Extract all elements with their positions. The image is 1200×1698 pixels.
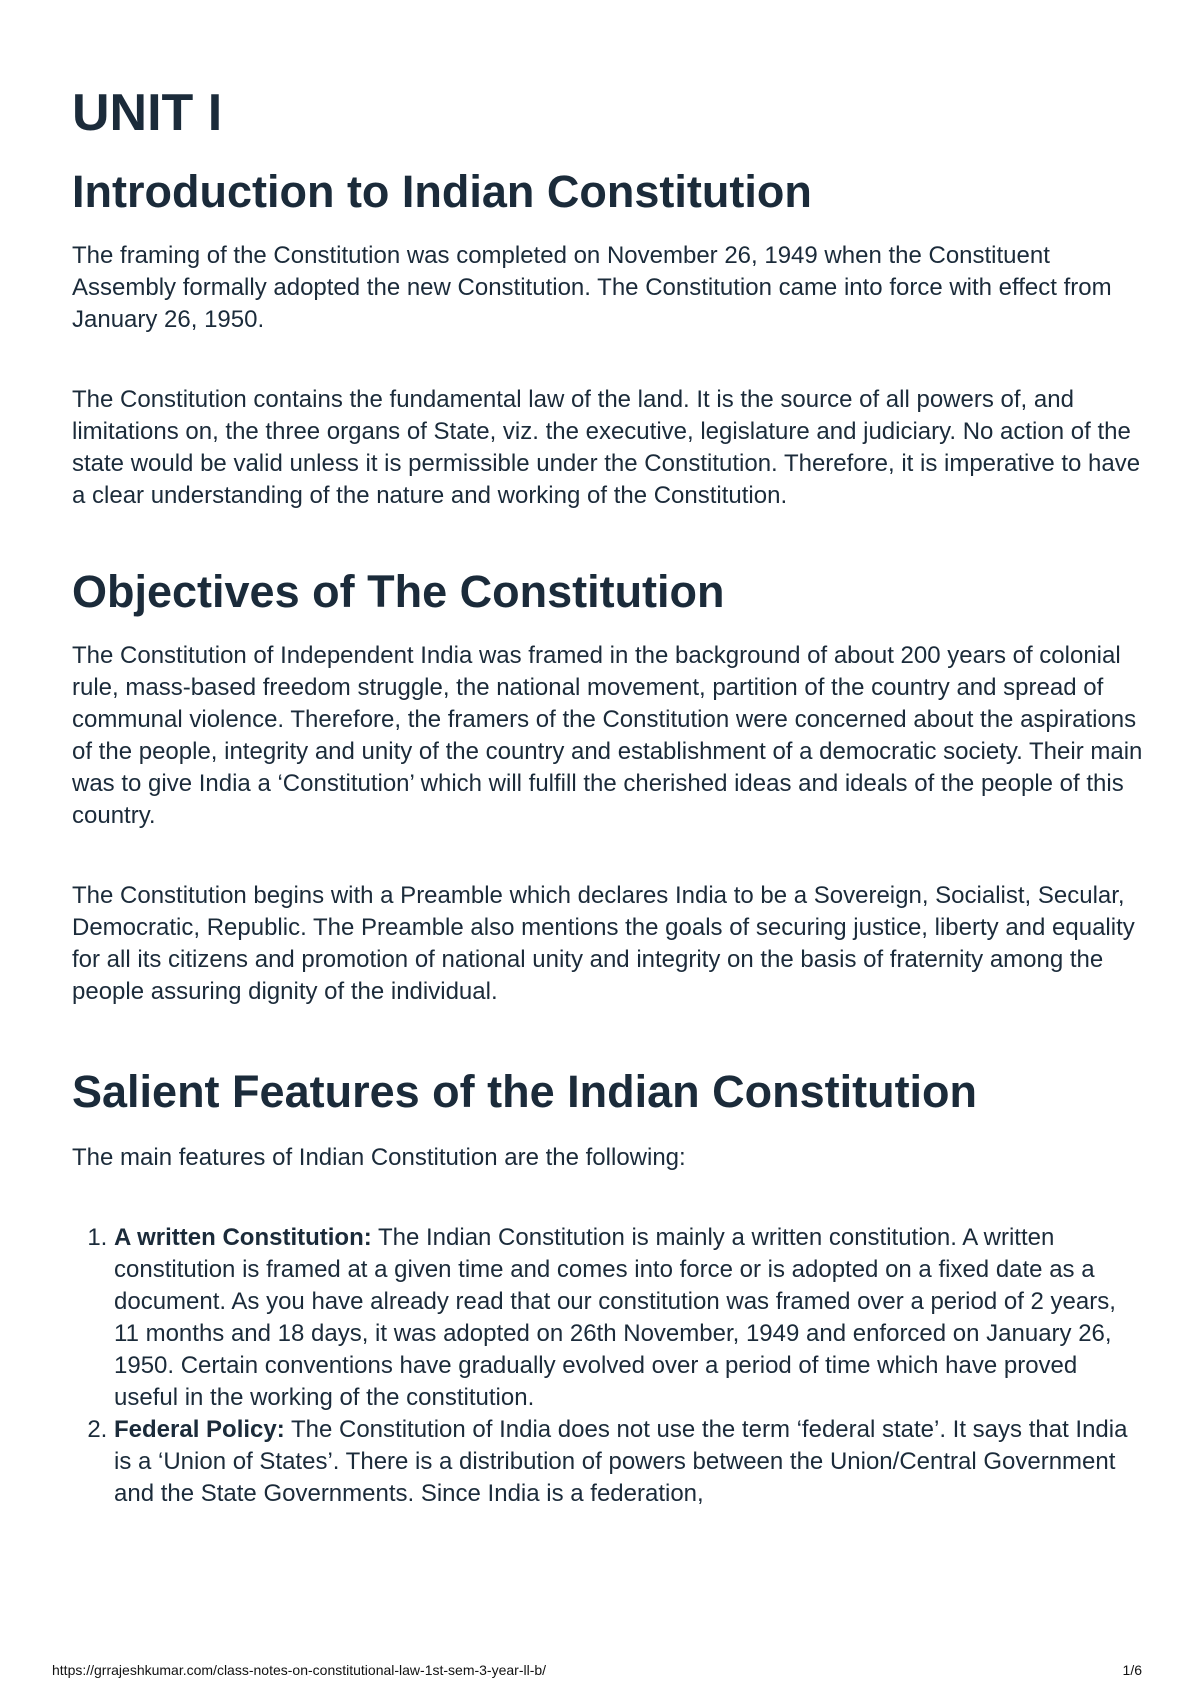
list-item-text: The Constitution of India does not use the term ‘federal state’. It says that India is a ‘Union of States’. There is a distribution of powers between the Union/Central Government and the State Governments. Since India is a federation,: [114, 1416, 1128, 1507]
page-url: https://grrajeshkumar.com/class-notes-on-constitutional-law-1st-sem-3-year-ll-b/: [52, 1662, 547, 1678]
list-item-term: Federal Policy:: [114, 1416, 285, 1443]
list-item: [114, 1222, 1144, 1414]
article-content: [72, 82, 1144, 1510]
paragraph: The Constitution begins with a Preamble which declares India to be a Sovereign, Socialist, Secular, Democratic, Republic. The Preamble also mentions the goals of securing justice, liberty and equality for all its citizens and promotion of national unity and integrity on the basis of fraternity among the people assuring dignity of the individual.: [72, 882, 1135, 1005]
list-item-text: The Indian Constitution is mainly a written constitution. A written constitution is framed at a given time and comes into force or is adopted on a fixed date as a document. As you have already read that our constitution was framed over a period of 2 years, 11 months and 18 days, it was adopted on 26th November, 1949 and enforced on January 26, 1950. Certain conventions have gradually evolved over a period of time which have proved useful in the working of the constitution.: [114, 1224, 1116, 1411]
unit-title: UNIT I: [72, 84, 223, 142]
section-heading-objectives: Objectives of The Constitution: [72, 566, 725, 617]
features-list: [72, 1222, 1144, 1510]
section-heading-introduction: Introduction to Indian Constitution: [72, 166, 812, 217]
paragraph: The Constitution contains the fundamental law of the land. It is the source of all powers of, and limitations on, the three organs of State, viz. the executive, legislature and judiciary. No action of the state would be valid unless it is permissible under the Constitution. Therefore, it is imperative to have a clear understanding of the nature and working of the Constitution.: [72, 386, 1141, 509]
section-heading-salient-features: Salient Features of the Indian Constitution: [72, 1066, 978, 1117]
page-number: 1/6: [1122, 1662, 1142, 1678]
list-item: [114, 1414, 1144, 1510]
list-item-term: A written Constitution:: [114, 1224, 372, 1251]
paragraph: The Constitution of Independent India was framed in the background of about 200 years of colonial rule, mass-based freedom struggle, the national movement, partition of the country and spread of communal violence. Therefore, the framers of the Constitution were concerned about the aspirations of the people, integrity and unity of the country and establishment of a democratic society. Their main was to give India a ‘Constitution’ which will fulfill the cherished ideas and ideals of the people of this country.: [72, 642, 1143, 829]
paragraph: The main features of Indian Constitution are the following:: [72, 1144, 686, 1171]
paragraph: The framing of the Constitution was completed on November 26, 1949 when the Constituent Assembly formally adopted the new Constitution. The Constitution came into force with effect from January 26, 1950.: [72, 242, 1112, 333]
